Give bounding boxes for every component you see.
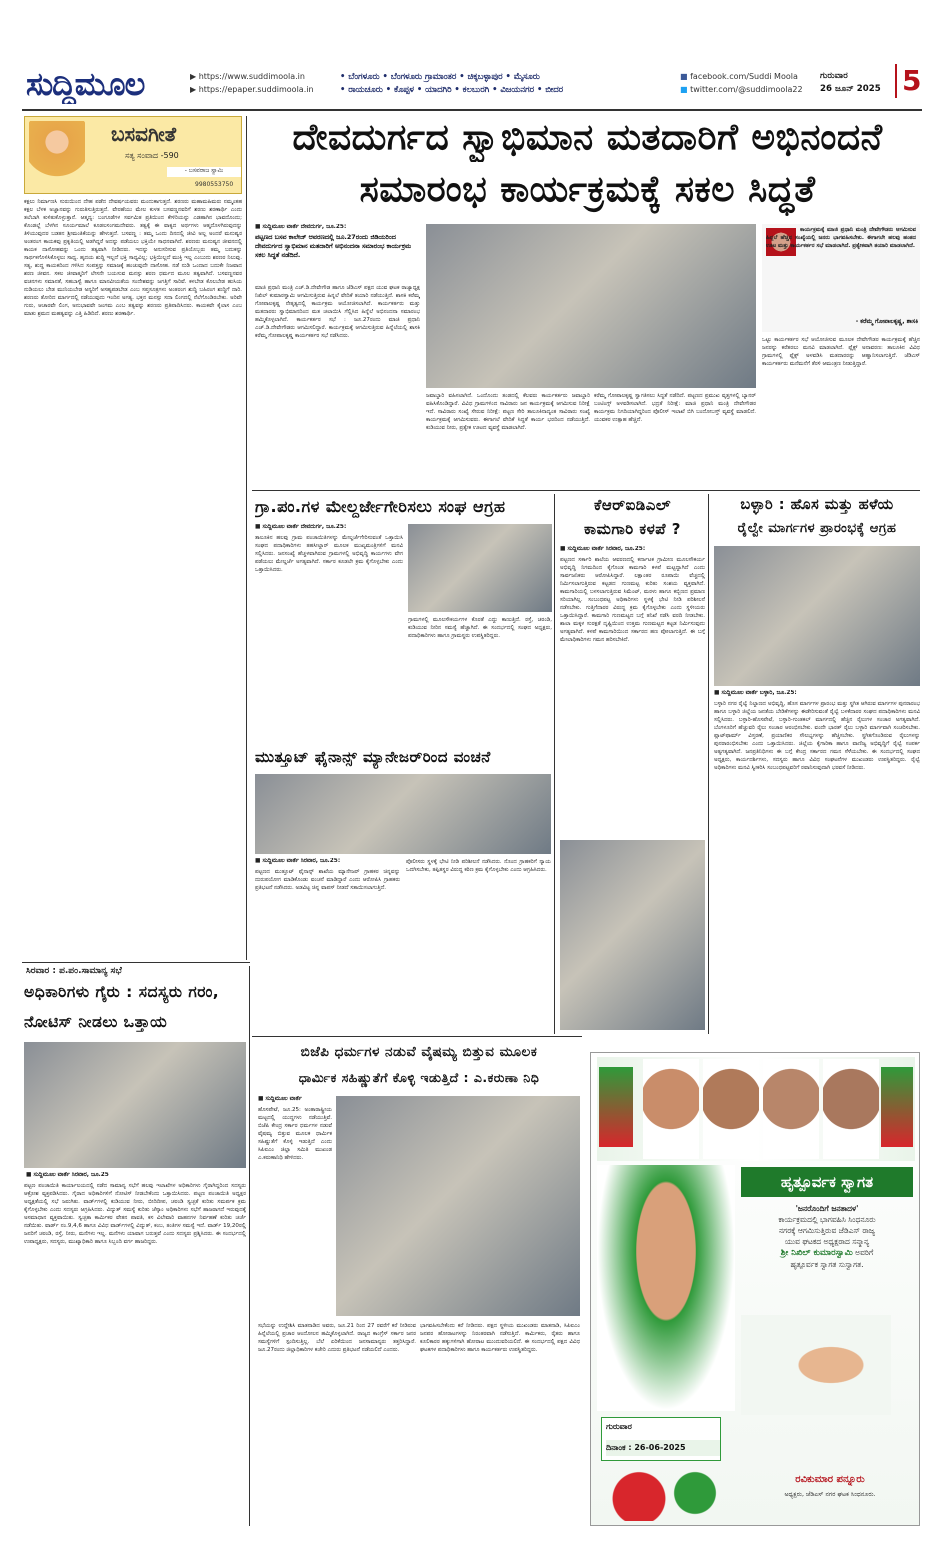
bjp-byline: ■ ಸುದ್ದಿಮೂಲ ವಾರ್ತೆ [258, 1096, 302, 1102]
nav-row-2: • ರಾಯಚೂರು • ಕೊಪ್ಪಳ • ಯಾದಗಿರಿ • ಕಲಬುರಗಿ • ವಿಜಯನಗರ • ಬೀದರ [340, 84, 564, 94]
host-portrait [741, 1315, 891, 1415]
muthoot-body-2: ಪೊಲೀಸರು ಸ್ಥಳಕ್ಕೆ ಭೇಟಿ ನೀಡಿ ಪರಿಶೀಲನೆ ನಡೆಸಿದರು. ನೊಂದ ಗ್ರಾಹಕರಿಗೆ ನ್ಯಾಯ ಒದಗಿಸಬೇಕು, ತಪ್ಪಿತಸ್ಥರ ವಿರುದ್ಧ ಕಠಿಣ ಕ್ರಮ ಕೈಗೊಳ್ಳಬೇಕು ಎಂದು ಆಗ್ರಹಿಸಿದರು. [406, 859, 551, 873]
krdl-byline: ■ ಸುದ್ದಿಮೂಲ ವಾರ್ತೆ ಸಿರವಾರ, ಜೂ.25: [560, 546, 646, 552]
url-block [190, 70, 330, 96]
sirawar-photo [24, 1042, 246, 1168]
quote-text: ಕಾರ್ಯಕ್ರಮಕ್ಕೆ ಮಾಜಿ ಪ್ರಧಾನಿ ಮಂತ್ರಿ ದೇವೇಗೌಡರು ಆಗಮಿಸುವ ಹಿನ್ನಲೆ ಹೆಚ್ಚಿನ ಸಂಖ್ಯೆಯಲ್ಲಿ ಜನರು ಭಾಗವಹಿಸಬೇಕು. ಈಗಾಗಲೇ ಹಲವು ಹಂತದ ಊಟ ಮತ್ತು ಕಾರ್ಯಕರ್ತರ ಸಭೆ ಮಾಡಲಾಗಿದೆ. ಪ್ರತ್ಯೇಕವಾಗಿ ತಯಾರಿ ಮಾಡಲಾಗಿದೆ. [766, 227, 916, 249]
railway-photo [714, 546, 920, 686]
muthoot-headline: ಮುತ್ತೂಟ್ ಫೈನಾನ್ಸ್ ಮ್ಯಾನೇಜರ್‌ರಿಂದ ವಂಚನೆ [255, 748, 491, 766]
gp-body-2: ಗ್ರಾಮಗಳಲ್ಲಿ ಮೂಲಸೌಕರ್ಯಗಳ ಕೊರತೆ ಎದ್ದು ಕಾಣುತ್ತಿದೆ. ರಸ್ತೆ, ಚರಂಡಿ, ಕುಡಿಯುವ ನೀರಿನ ಸಮಸ್ಯೆ ಹೆಚ್ಚಾಗಿದೆ. ಈ ಸಂದರ್ಭದಲ್ಲಿ ಸಂಘದ ಅಧ್ಯಕ್ಷರು, ಪದಾಧಿಕಾರಿಗಳು ಹಾಗೂ ಗ್ರಾಮಸ್ಥರು ಉಪಸ್ಥಿತರಿದ್ದರು. [408, 617, 552, 639]
sirawar-body: ಪಟ್ಟಣ ಪಂಚಾಯಿತಿ ಕಾರ್ಯಾಲಯದಲ್ಲಿ ನಡೆದ ಸಾಮಾನ್ಯ ಸಭೆಗೆ ಹಲವು ಇಲಾಖೆಗಳ ಅಧಿಕಾರಿಗಳು ಗೈರಾಗಿದ್ದರಿಂದ ಸದಸ್ಯರು ಆಕ್ರೋಶ ವ್ಯಕ್ತಪಡಿಸಿದರು. ಗೈರಾದ ಅಧಿಕಾರಿಗಳಿಗೆ ನೋಟಿಸ್ ನೀಡಬೇಕೆಂದು ಒತ್ತಾಯಿಸಿದರು. ಪಟ್ಟಣ ಪಂಚಾಯಿತಿ ಅಧ್ಯಕ್ಷರ ಅಧ್ಯಕ್ಷತೆಯಲ್ಲಿ ಸಭೆ ಜರುಗಿತು. ವಾರ್ಡ್‌ಗಳಲ್ಲಿ ಕುಡಿಯುವ ನೀರು, ಬೀದಿದೀಪ, ಚರಂಡಿ ಸ್ವಚ್ಛತೆ ಕುರಿತು ಸಮರ್ಪಕ ಕ್ರಮ ಕೈಗೊಳ್ಳಬೇಕು ಎಂದು ಸದಸ್ಯರು ಆಗ್ರಹಿಸಿದರು. ವಿದ್ಯುತ್ ಸಮಸ್ಯೆ ಕುರಿತು ಜೆಸ್ಕಾಂ ಅಧಿಕಾರಿಗಳು ಸಭೆಗೆ ಹಾಜರಾಗದೆ ಇರುವುದಕ್ಕೆ ಅಸಮಾಧಾನ ವ್ಯಕ್ತವಾಯಿತು. ಸ್ವಚ್ಛತಾ ಕಾರ್ಮಿಕರ ವೇತನ ಪಾವತಿ, ಕಸ ವಿಲೇವಾರಿ ವಾಹನಗಳ ನಿರ್ವಹಣೆ ಕುರಿತು ಚರ್ಚೆ ನಡೆಯಿತು. ವಾರ್ಡ್ ನಂ.9,4,6 ಹಾಗೂ ವಿವಿಧ ವಾರ್ಡ್‌ಗಳಲ್ಲಿ ವಿದ್ಯುತ್, ಕಂಬ, ತಂತಿಗಳ ಸಮಸ್ಯೆ ಇದೆ. ವಾರ್ಡ್ 19,20ರಲ್ಲಿ ಜನರಿಗೆ ಚರಂಡಿ, ರಸ್ತೆ, ನೀರು, ಮನೆಗಳು ಇಲ್ಲ. ಮನೆಗಳು ಯಾವಾಗ ಬರುತ್ತವೆ ಎಂದು ಸದಸ್ಯರು ಪ್ರಶ್ನಿಸಿದರು. ಈ ಸಂದರ್ಭದಲ್ಲಿ ಉಪಾಧ್ಯಕ್ಷರು, ಸದಸ್ಯರು, ಮುಖ್ಯಾಧಿಕಾರಿ ಹಾಗೂ ಸಿಬ್ಬಂದಿ ವರ್ಗ ಹಾಜರಿದ್ದರು. [24, 1183, 246, 1245]
epaper-link[interactable]: ▶ https://epaper.suddimoola.in [190, 85, 314, 94]
masthead-rule [22, 109, 922, 111]
main-photo-stage [426, 224, 756, 388]
saint-illustration [29, 121, 85, 191]
issue-day: ಗುರುವಾರ [820, 71, 848, 81]
column-rule-4 [249, 966, 250, 1526]
main-headline-1: ದೇವದುರ್ಗದ ಸ್ವಾಭಿಮಾನ ಮತದಾರಿಗೆ ಅಭಿನಂದನೆ [292, 117, 883, 158]
main-lead: ಪಟ್ಟಣದ ಬಸವ ಕಾಲೇಜ್ ಆವರಣದಲ್ಲಿ ಜೂ.27ರಂದು ಜಿಡಿಯರಿಂದ ದೇವದುರ್ಗದ ಸ್ವಾಭಿಮಾನ ಮತದಾರಿಗೆ ಅಭಿನಂದನಾ ಸಮಾರಂಭ ಕಾರ್ಯಕ್ರಮ ಸಕಲ ಸಿದ್ಧತೆ ನಡೆದಿದೆ. [255, 233, 412, 259]
leader-portrait-2 [703, 1059, 759, 1159]
section-rule-2 [22, 962, 250, 963]
page-number: 5 [895, 64, 925, 98]
ad-name: ಶ್ರೀ ನಿಖಿಲ್ ಕುಮಾರಸ್ವಾಮಿ [780, 1248, 853, 1258]
issue-date [820, 70, 900, 96]
basava-phone: 9980553750 [195, 181, 234, 188]
gp-byline: ■ ಸುದ್ದಿಮೂಲ ವಾರ್ತೆ ದೇವದುರ್ಗ, ಜೂ.25: [255, 524, 347, 530]
website-link[interactable]: ▶ https://www.suddimoola.in [190, 72, 305, 81]
krdl-headline-2: ಕಾಮಗಾರಿ ಕಳಪೆ ? [584, 520, 681, 538]
twitter-icon: ■ [680, 85, 688, 94]
twitter-link[interactable]: ■ twitter.com/@suddimoola22 [680, 85, 803, 94]
railway-body: ಬಳ್ಳಾರಿ ನಗರ ರೈಲ್ವೆ ನಿಲ್ದಾಣದ ಅಭಿವೃದ್ಧಿ, ಹೊಸ ಮಾರ್ಗಗಳ ಪ್ರಾರಂಭ ಮತ್ತು ಸ್ಥಗಿತ ಆಗಿರುವ ಮಾರ್ಗಗಳ ಪುನರಾರಂಭ ಹಾಗೂ ಬಳ್ಳಾರಿ ಜಿಲ್ಲೆಯ ಜನತೆಯ ಬೇಡಿಕೆಗಳನ್ನು ಈಡೇರಿಸುವಂತೆ ರೈಲ್ವೆ ಬಳಕೆದಾರರ ಸಂಘದ ಪದಾಧಿಕಾರಿಗಳು ಮನವಿ ಸಲ್ಲಿಸಿದರು. ಬಳ್ಳಾರಿ-ಹೊಸಪೇಟೆ, ಬಳ್ಳಾರಿ-ಗುಂತಕಲ್ ಮಾರ್ಗದಲ್ಲಿ ಹೆಚ್ಚಿನ ರೈಲುಗಳ ಸಂಚಾರ ಅಗತ್ಯವಾಗಿದೆ. ಬೆಂಗಳೂರಿಗೆ ಹೆಚ್ಚುವರಿ ರೈಲು ಸಂಚಾರ ಆರಂಭಿಸಬೇಕು. ವಂದೇ ಭಾರತ್ ರೈಲು ಬಳ್ಳಾರಿ ಮಾರ್ಗವಾಗಿ ಸಂಚರಿಸಬೇಕು. ಪ್ಲಾಟ್‌ಫಾರ್ಮ್ ವಿಸ್ತರಣೆ, ಪ್ರಯಾಣಿಕರ ಸೌಲಭ್ಯಗಳನ್ನು ಹೆಚ್ಚಿಸಬೇಕು. ಸ್ಥಗಿತಗೊಂಡಿರುವ ರೈಲುಗಳನ್ನು ಪುನರಾರಂಭಿಸಬೇಕು ಎಂದು ಒತ್ತಾಯಿಸಿದರು. ಜಿಲ್ಲೆಯ ಕೈಗಾರಿಕಾ ಹಾಗೂ ವಾಣಿಜ್ಯ ಅಭಿವೃದ್ಧಿಗೆ ರೈಲ್ವೆ ಸಂಪರ್ಕ ಅತ್ಯಗತ್ಯವಾಗಿದೆ. ಜನಪ್ರತಿನಿಧಿಗಳು ಈ ಬಗ್ಗೆ ಕೇಂದ್ರ ಸರ್ಕಾರದ ಗಮನ ಸೆಳೆಯಬೇಕು. ಈ ಸಂದರ್ಭದಲ್ಲಿ ಸಂಘದ ಅಧ್ಯಕ್ಷರು, ಕಾರ್ಯದರ್ಶಿಗಳು, ಸದಸ್ಯರು ಹಾಗೂ ವಿವಿಧ ಸಂಘಟನೆಗಳ ಮುಖಂಡರು ಉಪಸ್ಥಿತರಿದ್ದರು. ರೈಲ್ವೆ ಅಧಿಕಾರಿಗಳು ಮನವಿ ಸ್ವೀಕರಿಸಿ ಸಂಬಂಧಪಟ್ಟವರಿಗೆ ರವಾನಿಸುವುದಾಗಿ ಭರವಸೆ ನೀಡಿದರು. [714, 701, 920, 771]
bjp-photo [336, 1096, 580, 1316]
sirawar-byline: ■ ಸುದ್ದಿಮೂಲ ವಾರ್ತೆ ಸಿರವಾರ, ಜೂ.25 [26, 1172, 109, 1178]
basava-header [24, 116, 242, 194]
leader-portrait-4 [823, 1059, 879, 1159]
railway-headline-2: ರೈಲ್ವೇ ಮಾರ್ಗಗಳ ಪ್ರಾರಂಭಕ್ಕೆ ಆಗ್ರಹ [737, 521, 897, 536]
leader-portrait-3 [763, 1059, 819, 1159]
welcome-ad [590, 1052, 920, 1526]
railway-byline: ■ ಸುದ್ದಿಮೂಲ ವಾರ್ತೆ ಬಳ್ಳಾರಿ, ಜೂ.25: [714, 690, 797, 696]
main-col-1: ಮಾಜಿ ಪ್ರಧಾನಿ ಮಂತ್ರಿ ಎಚ್.ಡಿ.ದೇವೇಗೌಡ ಹಾಗೂ ಜೆಡಿಎಸ್ ಪಕ್ಷದ ಯುವ ಘಟಕ ರಾಜ್ಯಾಧ್ಯಕ್ಷ ನಿಖಿಲ್ ಕುಮಾರಸ್ವಾಮಿ ಆಗಮಿಸುತ್ತಿರುವ ಹಿನ್ನಲೆ ವೇದಿಕೆ ತಯಾರಿ ನಡೆಯುತ್ತಿದೆ. ಶಾಸಕಿ ಕರೆಮ್ಮ ಗೋಪಾಲಕೃಷ್ಣ ನೇತೃತ್ವದಲ್ಲಿ ಕಾರ್ಯಕ್ರಮ ಆಯೋಜಿಸಲಾಗಿದೆ. ಕಾರ್ಯಕರ್ತರು ಮತ್ತು ಮತದಾರರು ಸ್ವಾಭಿಮಾನದಿಂದ ಮತ ಚಲಾಯಿಸಿ ಗೆಲ್ಲಿಸಿದ ಹಿನ್ನೆಲೆ ಅಭಿನಂದನಾ ಸಮಾರಂಭ ಹಮ್ಮಿಕೊಳ್ಳಲಾಗಿದೆ. ಕಾರ್ಯಕರ್ತರ ಸಭೆ : ಜೂ.27ರಂದು ಮಾಜಿ ಪ್ರಧಾನಿ ಎಚ್.ಡಿ.ದೇವೇಗೌಡರು ಆಗಮಿಸಲಿದ್ದಾರೆ. ಕಾರ್ಯಕ್ರಮಕ್ಕೆ ಆಗಮಿಸುತ್ತಿರುವ ಹಿನ್ನೆಲೆಯಲ್ಲಿ ಶಾಸಕಿ ಕರೆಮ್ಮ ಗೋಪಾಲಕೃಷ್ಣ ಕಾರ್ಯಕರ್ತರ ಸಭೆ ನಡೆಸಿದರು. [255, 285, 420, 339]
bjp-headline-1: ಬಿಜೆಪಿ ಧರ್ಮಗಳ ನಡುವೆ ವೈಷಮ್ಯ ಬಿತ್ತುವ ಮೂಲಕ [300, 1044, 538, 1060]
krdl-body: ಪಟ್ಟಣದ ಸರ್ಕಾರಿ ಶಾಲೆಯ ಆವರಣದಲ್ಲಿ ಕರ್ನಾಟಕ ಗ್ರಾಮೀಣ ಮೂಲಸೌಕರ್ಯ ಅಭಿವೃದ್ಧಿ ನಿಗಮದಿಂದ ಕೈಗೊಂಡ ಕಾಮಗಾರಿ ಕಳಪೆ ಮಟ್ಟದ್ದಾಗಿದೆ ಎಂದು ಸಾರ್ವಜನಿಕರು ಆರೋಪಿಸಿದ್ದಾರೆ. ಲಕ್ಷಾಂತರ ರೂಪಾಯಿ ವೆಚ್ಚದಲ್ಲಿ ನಿರ್ಮಿಸಲಾಗುತ್ತಿರುವ ಕಟ್ಟಡದ ಗುಣಮಟ್ಟ ಕುರಿತು ಸಂಶಯ ವ್ಯಕ್ತವಾಗಿದೆ. ಕಾಮಗಾರಿಯಲ್ಲಿ ಬಳಸಲಾಗುತ್ತಿರುವ ಸಿಮೆಂಟ್, ಮರಳು ಹಾಗೂ ಕಬ್ಬಿಣದ ಪ್ರಮಾಣ ಸರಿಯಾಗಿಲ್ಲ. ಸಂಬಂಧಪಟ್ಟ ಅಧಿಕಾರಿಗಳು ಸ್ಥಳಕ್ಕೆ ಭೇಟಿ ನೀಡಿ ಪರಿಶೀಲನೆ ನಡೆಸಬೇಕು. ಗುತ್ತಿಗೆದಾರರ ವಿರುದ್ಧ ಕ್ರಮ ಕೈಗೊಳ್ಳಬೇಕು ಎಂದು ಸ್ಥಳೀಯರು ಒತ್ತಾಯಿಸಿದ್ದಾರೆ. ಕಾಮಗಾರಿ ಗುಣಮಟ್ಟದ ಬಗ್ಗೆ ತನಿಖೆ ನಡೆಸಿ ವರದಿ ನೀಡಬೇಕು. ಶಾಲಾ ಮಕ್ಕಳ ಸುರಕ್ಷತೆ ದೃಷ್ಟಿಯಿಂದ ಉತ್ತಮ ಗುಣಮಟ್ಟದ ಕಟ್ಟಡ ನಿರ್ಮಿಸುವುದು ಅಗತ್ಯವಾಗಿದೆ. ಕಳಪೆ ಕಾಮಗಾರಿಯಿಂದ ಸರ್ಕಾರದ ಹಣ ಪೋಲಾಗುತ್ತಿದೆ. ಈ ಬಗ್ಗೆ ಮೇಲಾಧಿಕಾರಿಗಳು ಗಮನ ಹರಿಸಬೇಕಿದೆ. [560, 557, 705, 643]
sirawar-headline-2: ನೋಟಿಸ್ ನೀಡಲು ಒತ್ತಾಯ [24, 1013, 168, 1031]
ad-date: ದಿನಾಂಕ : 26-06-2025 [606, 1440, 720, 1456]
ad-date-box [601, 1417, 721, 1461]
krdl-photo [560, 840, 705, 1030]
leader-portrait-1 [643, 1059, 699, 1159]
muthoot-photo [255, 774, 551, 854]
facebook-icon: ■ [680, 72, 688, 81]
sirawar-headline-1: ಅಧಿಕಾರಿಗಳು ಗೈರು : ಸದಸ್ಯರು ಗರಂ, [24, 983, 220, 1001]
bjp-body-2: ಭಾಗವಹಿಸಬೇಕೆಂದು ಕರೆ ನೀಡಿದರು. ಪಕ್ಷದ ಸ್ಥಳೀಯ ಮುಖಂಡರು ಮಾತನಾಡಿ, ಸಿಪಿಐಎಂ ಜನಪರ ಹೋರಾಟಗಳನ್ನು ನಿರಂತರವಾಗಿ ನಡೆಸುತ್ತಿದೆ. ಕಾರ್ಮಿಕರು, ರೈತರು ಹಾಗೂ ಕೂಲಿಕಾರರ ಹಕ್ಕುಗಳಿಗಾಗಿ ಹೋರಾಟ ಮುಂದುವರಿಯಲಿದೆ. ಈ ಸಂದರ್ಭದಲ್ಲಿ ಪಕ್ಷದ ವಿವಿಧ ಘಟಕಗಳ ಪದಾಧಿಕಾರಿಗಳು ಹಾಗೂ ಕಾರ್ಯಕರ್ತರು ಉಪಸ್ಥಿತರಿದ್ದರು. [420, 1323, 580, 1353]
main-col-2: ಜವಾಬ್ದಾರಿ ವಹಿಸಲಾಗಿದೆ. ಒಂದೊಂದು ತಂಡದಲ್ಲಿ ಕೆಲವರು ಕಾರ್ಯಕರ್ತರು ಜವಾಬ್ದಾರಿ ವಹಿಸಿಕೊಂಡಿದ್ದಾರೆ. ವಿವಿಧ ಗ್ರಾಮಗಳಿಂದ ಸಾವಿರಾರು ಜನ ಕಾರ್ಯಕ್ರಮಕ್ಕೆ ಆಗಮಿಸುವ ನಿರೀಕ್ಷೆ ಇದೆ. ಸಾವಿರಾರು ಸಂಖ್ಯೆ ಸೇರುವ ನಿರೀಕ್ಷೆ: ಪಟ್ಟಣ ಸೇರಿ ತಾಲೂಕಿನಾದ್ಯಂತ ಸಾವಿರಾರು ಸಂಖ್ಯೆ ಕಾರ್ಯಕ್ರಮಕ್ಕೆ ಆಗಮಿಸುವರು. ಈಗಾಗಲೆ ವೇದಿಕೆ ಸಿದ್ಧತೆ ಕಾರ್ಯ ಭರದಿಂದ ನಡೆಯುತ್ತಿದೆ. ಕುಡಿಯುವ ನೀರು, ಪ್ರತ್ಯೇಕ ಊಟದ ವ್ಯವಸ್ಥೆ ಮಾಡಲಾಗಿದೆ. [426, 393, 590, 431]
sirawar-kicker: ಸಿರವಾರ : ಪ.ಪಂ.ಸಾಮಾನ್ಯ ಸಭೆ [26, 966, 122, 976]
basava-title: ಬಸವಗೀತೆ [111, 122, 177, 146]
ad-host-title: ಅಧ್ಯಕ್ಷರು, ಜೆಡಿಎಸ್ ನಗರ ಘಟಕ ಸಿಂಧನೂರು. [784, 1491, 876, 1498]
basava-author: - ಬಸವರಾಜ ಸ್ವಾಮಿ [167, 167, 241, 177]
quote-by: - ಕರೆಮ್ಮ ಗೋಪಾಲಕೃಷ್ಣ, ಶಾಸಕಿ [855, 318, 918, 325]
nav-row-1: • ಬೆಂಗಳೂರು • ಬೆಂಗಳೂರು ಗ್ರಾಮಾಂತರ • ಚಿಕ್ಕಬಳ್ಳಾಪುರ • ಮೈಸೂರು [340, 71, 540, 81]
ad-host-name: ರವಿಕುಮಾರ ಪನ್ನೂರು [795, 1474, 865, 1485]
column-rule-2 [554, 494, 555, 1034]
masthead-logo: ಸುದ್ದಿಮೂಲ [26, 65, 145, 103]
social-links [680, 70, 820, 96]
ad-line-4: ಯುವ ಘಟಕದ ಅಧ್ಯಕ್ಷರಾದ ಸನ್ಮಾನ್ಯ [784, 1237, 870, 1246]
facebook-link[interactable]: ■ facebook.com/Suddi Moola [680, 72, 798, 81]
ad-name-tail: ಅವರಿಗೆ [855, 1248, 874, 1257]
gp-body-1: ತಾಲೂಕಿನ ಹಲವು ಗ್ರಾಮ ಪಂಚಾಯಿತಿಗಳನ್ನು ಮೇಲ್ದರ್ಜೆಗೇರಿಸುವಂತೆ ಒತ್ತಾಯಿಸಿ ಸಂಘದ ಪದಾಧಿಕಾರಿಗಳು ತಹಸೀಲ್ದಾರ್ ಮೂಲಕ ಮುಖ್ಯಮಂತ್ರಿಗಳಿಗೆ ಮನವಿ ಸಲ್ಲಿಸಿದರು. ಜನಸಂಖ್ಯೆ ಹೆಚ್ಚಳವಾಗಿರುವ ಗ್ರಾಮಗಳಲ್ಲಿ ಅಭಿವೃದ್ಧಿ ಕಾರ್ಯಗಳು ವೇಗ ಪಡೆಯಲು ಮೇಲ್ದರ್ಜೆ ಅಗತ್ಯವಾಗಿದೆ. ಸರ್ಕಾರ ಕೂಡಲೇ ಕ್ರಮ ಕೈಗೊಳ್ಳಬೇಕು ಎಂದು ಒತ್ತಾಯಿಸಿದರು. [255, 535, 403, 573]
section-rule-3 [252, 1036, 582, 1037]
issue-date-text: 26 ಜೂನ್ 2025 [820, 84, 881, 94]
bjp-lead: ಹೊಸಪೇಟೆ, ಜೂ.25: ಅಂತಾರಾಷ್ಟ್ರೀಯ ಮಟ್ಟದಲ್ಲಿ ಯುದ್ಧಗಳು ನಡೆಯುತ್ತಿವೆ. ಬಿಜೆಪಿ ಕೇಂದ್ರ ಸರ್ಕಾರ ಧರ್ಮಗಳ ನಡುವೆ ವೈಷಮ್ಯ ಬಿತ್ತುವ ಮೂಲಕ ಧಾರ್ಮಿಕ ಸಹಿಷ್ಣುತೆಗೆ ಕೊಳ್ಳಿ ಇಡುತ್ತಿದೆ ಎಂದು ಸಿಪಿಐಎಂ ಜಿಲ್ಲಾ ಸಮಿತಿ ಮುಖಂಡ ಎ.ಕರುಣಾನಿಧಿ ಹೇಳಿದರು. [258, 1107, 332, 1161]
ad-name-line [741, 1247, 913, 1259]
nikhil-portrait [597, 1165, 735, 1411]
section-rule [252, 490, 920, 491]
muthoot-byline: ■ ಸುದ್ದಿಮೂಲ ವಾರ್ತೆ ಸಿರವಾರ, ಜೂ.25: [255, 858, 341, 864]
party-symbol-right-icon [881, 1067, 913, 1147]
main-byline: ■ ಸುದ್ದಿಮೂಲ ವಾರ್ತೆ ದೇವದುರ್ಗ, ಜೂ.25: [255, 224, 347, 230]
district-nav [340, 70, 670, 96]
railway-headline-1: ಬಳ್ಳಾರಿ : ಹೊಸ ಮತ್ತು ಹಳೆಯ [740, 497, 894, 513]
ad-line-3: ನಗರಕ್ಕೆ ಆಗಮಿಸುತ್ತಿರುವ ಜೆಡಿಎಸ್ ರಾಜ್ಯ [778, 1226, 876, 1235]
ad-day: ಗುರುವಾರ [606, 1422, 632, 1431]
bjp-headline-2: ಧಾರ್ಮಿಕ ಸಹಿಷ್ಣುತೆಗೆ ಕೊಳ್ಳಿ ಇಡುತ್ತಿದೆ : ಎ.ಕರುಣಾ ನಿಧಿ [298, 1070, 540, 1085]
main-headline-2: ಸಮಾರಂಭ ಕಾರ್ಯಕ್ರಮಕ್ಕೆ ಸಕಲ ಸಿದ್ಧತೆ [359, 169, 816, 210]
gp-headline: ಗ್ರಾ.ಪಂ.ಗಳ ಮೇಲ್ದರ್ಜೇಗೇರಿಸಲು ಸಂಘ ಆಗ್ರಹ [255, 497, 506, 516]
ad-banner: ಹೃತ್ಪೂರ್ವಕ ಸ್ವಾಗತ [741, 1167, 913, 1197]
column-rule-3 [708, 494, 709, 1034]
quote-box [762, 224, 920, 332]
krdl-headline-1: ಕೆಆರ್‌ಐಡಿಎಲ್ [594, 496, 671, 514]
leaders-strip [597, 1057, 915, 1161]
main-col-4: ಒಟ್ಟು ಕಾರ್ಯಕರ್ತರ ಸಭೆ ಆಯೋಜಿಸುವ ಮೂಲಕ ದೇವೇಗೌಡರ ಕಾರ್ಯಕ್ರಮಕ್ಕೆ ಹೆಚ್ಚಿನ ಜನರನ್ನು ಕರೆತರಲು ಮನವಿ ಮಾಡಲಾಗಿದೆ. ಫ್ಲೆಕ್ಸ್ ಅನಾವರಣ: ತಾಲೂಕಿನ ವಿವಿಧ ಗ್ರಾಮಗಳಲ್ಲಿ ಫ್ಲೆಕ್ಸ್ ಅಳವಡಿಸಿ ಮತದಾರರನ್ನು ಆಹ್ವಾನಿಸಲಾಗುತ್ತಿದೆ. ಜೆಡಿಎಸ್ ಕಾರ್ಯಕರ್ತರು ಮನೆಮನೆಗೆ ತೆರಳಿ ಆಮಂತ್ರಣ ನೀಡುತ್ತಿದ್ದಾರೆ. [762, 337, 920, 367]
ad-line-2: ಕಾರ್ಯಕ್ರಮದಲ್ಲಿ ಭಾಗವಹಿಸಿ ಸಿಂಧನೂರು [778, 1215, 876, 1224]
muthoot-body-1: ಪಟ್ಟಣದ ಮುತ್ತೂಟ್ ಫೈನಾನ್ಸ್ ಶಾಖೆಯ ಮ್ಯಾನೇಜರ್ ಗ್ರಾಹಕರ ಚಿನ್ನವನ್ನು ದುರುಪಯೋಗ ಮಾಡಿಕೊಂಡು ವಂಚನೆ ಮಾಡಿದ್ದಾರೆ ಎಂದು ಆರೋಪಿಸಿ ಗ್ರಾಹಕರು ಪ್ರತಿಭಟನೆ ನಡೆಸಿದರು. ಅಡವಿಟ್ಟ ಚಿನ್ನ ವಾಪಸ್ ನೀಡದೆ ಸತಾಯಿಸಲಾಗುತ್ತಿದೆ. [255, 869, 400, 891]
bjp-body-1: ಸಭೆಯನ್ನು ಉದ್ದೇಶಿಸಿ ಮಾತನಾಡಿದ ಅವರು, ಜೂ.21 ರಿಂದ 27 ರವರೆಗೆ ಕರೆ ನೀಡಿರುವ ಹಿನ್ನೆಲೆಯಲ್ಲಿ ಪ್ರಚಾರ ಆಂದೋಲನ ಹಮ್ಮಿಕೊಳ್ಳಲಾಗಿದೆ. ರಾಜ್ಯದ ಕಾಂಗ್ರೆಸ್ ಸರ್ಕಾರ ಜನರ ಸಮಸ್ಯೆಗಳಿಗೆ ಸ್ಪಂದಿಸುತ್ತಿಲ್ಲ. ಬೆಲೆ ಏರಿಕೆಯಿಂದ ಜನಸಾಮಾನ್ಯರು ತತ್ತರಿಸಿದ್ದಾರೆ. ಜೂ.27ರಂದು ಜಿಲ್ಲಾಧಿಕಾರಿಗಳ ಕಚೇರಿ ಎದುರು ಪ್ರತಿಭಟನೆ ನಡೆಯಲಿದೆ ಎಂದರು. [258, 1323, 416, 1353]
basava-subtitle: ಸತ್ಯ ಸಂವಾದ -590 [125, 151, 179, 160]
ad-line-1: 'ಜನರೊಂದಿಗೆ ಜನತಾದಳ' [795, 1204, 859, 1213]
basava-body: ಕಕ್ಷಲು ನಿರ್ಮಾಣಸಿ ಸುರುಯಿಂದ ದೇಹ ಪಡೆದ ದೇವರ್ಷಯವರು ಮಂದುಕಾಗುತ್ತದೆ. ಶರಣರು ಮಹಾಮಹಿಮರು ನಮ್ಮಂತಹ ಕಕ್ಷಲ ಬೆಳಕ ಅಜ್ಞಾನವನ್ನು ಗುರುತಿಸುತ್ತಿರುತ್ತದೆ. ವೇರಹೆಯು ಮೇಲ ಕುಳತ ಬಸವಣ್ಣನವರಿಗೆ ಶರಣು ಶರಣಾರ್ಥಿ ಎಂದು ತಲೆಬಾಗಿ ಕುಳಿತುಕೊಳ್ಳುತ್ತಾನೆ. ಆತ್ಮದ್ಯ: ಬಂಗೂಡೆಗಳ ಸರ್ವಮಿತ ಪ್ರತಿಯಿಂದ ಕೇಳಿರಿಯನ್ನು ಎಡಹಾಗಿನ ಭಾವದೊಂದು; ಕೊಂಡಲ್ಲೆ ಬೆಳಗಿನ ಸೂರ್ಯಮಾಲೆ ಕೂಡಲಸಂಗಮದೇವರು. ತತ್ವಕ್ಕೆ ಈ ವಾಕ್ಯದ ಅರ್ಥಗಳು ಆತ್ಮದೊಳಗಿರುವುದನ್ನು ತಿಳಿಯುವುದರ ಬಡತನ ಶ್ರೀಮಂತಿಕೆಯನ್ನು ಹೇಳುತ್ತದೆ. ಬಸವಣ್ಣ : ತಮ್ಮ ಒಂದು ದಿನದಲ್ಲಿ ಜೀವಿ ಅಲ್ಲ ಅಂದರೆ ಮನುಷ್ಯರ ಅಂತರಂಗ ಕಾಯಕವು ಪ್ರಕೃತಿಯಲ್ಲಿ ಅಡಗಿದ್ದರೆ ಅದನ್ನು ಪಡೆಯಲು ಭಕ್ತಿಯೇ ಸಾಧನವಾಗಿದೆ. ಶರಣರು ಮನುಷ್ಯನ ಜೀವನದಲ್ಲಿ ಕಾಯಕ ದಾಸೋಹವನ್ನು ಒಂದು ತತ್ವವಾಗಿ ನೀಡಿದರು. ಇದನ್ನು ಅನುಸರಿಸುವ ಪ್ರತಿಯೊಬ್ಬರು ತಮ್ಮ ಬದುಕನ್ನು ಸಾರ್ಥಕಗೊಳಿಸಿಕೊಳ್ಳಲು ಸಾಧ್ಯ. ಹೃದಯ ಶುದ್ಧಿ ಇಲ್ಲದೆ ಭಕ್ತಿ ಸಾಧ್ಯವಿಲ್ಲ; ಭಕ್ತಿಯಿಲ್ಲದೆ ಮುಕ್ತಿ ಇಲ್ಲ ಎಂಬುದು ಶರಣರ ನಿಲುವು. ಸತ್ಯ, ಶುದ್ಧ ಕಾಯಕದಿಂದ ಗಳಿಸಿದ ಸಂಪತ್ತನ್ನು ಸಮಾಜಕ್ಕೆ ಹಂಚುವುದೇ ದಾಸೋಹ. ನಡೆ ನುಡಿ ಒಂದಾದ ಬದುಕೇ ನಿಜವಾದ ಶರಣ ಜೀವನ. ಸಕಲ ಜೀವಾತ್ಮರಿಗೆ ಲೇಸನೇ ಬಯಸುವ ಮನಸ್ಸು ಶರಣ ಧರ್ಮದ ಮೂಲ ತತ್ವವಾಗಿದೆ. ಬಸವಣ್ಣನವರ ವಚನಗಳು ಸಮಾನತೆ, ಸಹಬಾಳ್ವೆ ಹಾಗೂ ಮಾನವೀಯತೆಯ ಸಂದೇಶವನ್ನು ಜಗತ್ತಿಗೆ ಸಾರಿವೆ. ಕಳಬೇಡ ಕೊಲಬೇಡ ಹುಸಿಯ ನುಡಿಯಲು ಬೇಡ ಮುನಿಯಬೇಡ ಅನ್ಯರಿಗೆ ಅಸಹ್ಯಪಡಬೇಡ ಎಂಬ ಸಪ್ತಸೂತ್ರಗಳು ಅಂತರಂಗ ಶುದ್ಧಿ ಬಹಿರಂಗ ಶುದ್ಧಿಗೆ ದಾರಿ. ಶರಣರು ತೋರಿದ ಮಾರ್ಗದಲ್ಲಿ ನಡೆಯುವುದು ಇಂದಿನ ಅಗತ್ಯ. ಭಕ್ತನ ಮನಸ್ಸು ಸದಾ ಲಿಂಗದಲ್ಲಿ ನೆಲೆಗೊಂಡಿರಬೇಕು. ಅರಿವೇ ಗುರು, ಆಚಾರವೇ ಲಿಂಗ, ಅನುಭಾವವೇ ಜಂಗಮ ಎಂಬ ತತ್ವವನ್ನು ಶರಣರು ಪ್ರತಿಪಾದಿಸಿದರು. ಕಾಯಕವೇ ಕೈಲಾಸ ಎಂಬ ಮಾತು ಶ್ರಮದ ಮಹತ್ವವನ್ನು ಎತ್ತಿ ಹಿಡಿದಿದೆ. ಶರಣು ಶರಣಾರ್ಥಿ. [24, 199, 242, 317]
ad-line-5: ಹೃತ್ಪೂರ್ವಕ ಸ್ವಾಗತ ಸುಸ್ವಾಗತ. [790, 1260, 864, 1269]
party-symbol-left-icon [599, 1067, 633, 1147]
main-col-3: ಕರೆಮ್ಮ ಗೋಪಾಲಕೃಷ್ಣ ಸ್ವಾಗತಿಸಲು ಸಿದ್ಧತೆ ನಡೆದಿದೆ. ಪಟ್ಟಣದ ಪ್ರಮುಖ ವೃತ್ತಗಳಲ್ಲಿ ಬ್ಯಾನರ್ ಬಂಟಿಂಗ್ಸ್ ಅಳವಡಿಸಲಾಗಿದೆ. ಭದ್ರತೆ ನಿರೀಕ್ಷೆ: ಮಾಜಿ ಪ್ರಧಾನಿ ಮಂತ್ರಿ ದೇವೇಗೌಡರ ಕಾರ್ಯಕ್ರಮ ನಿಗದಿಯಾಗಿದ್ದರಿಂದ ಪೊಲೀಸ್ ಇಲಾಖೆ ಬಿಗಿ ಬಂದೋಬಸ್ತ್ ವ್ಯವಸ್ಥೆ ಮಾಡಲಿದೆ. ಯುವಕರ ಉತ್ಸಾಹ ಹೆಚ್ಚಿದೆ. [594, 393, 756, 423]
gp-photo [408, 524, 552, 612]
column-rule [246, 116, 247, 960]
flower-decoration [597, 1465, 737, 1521]
